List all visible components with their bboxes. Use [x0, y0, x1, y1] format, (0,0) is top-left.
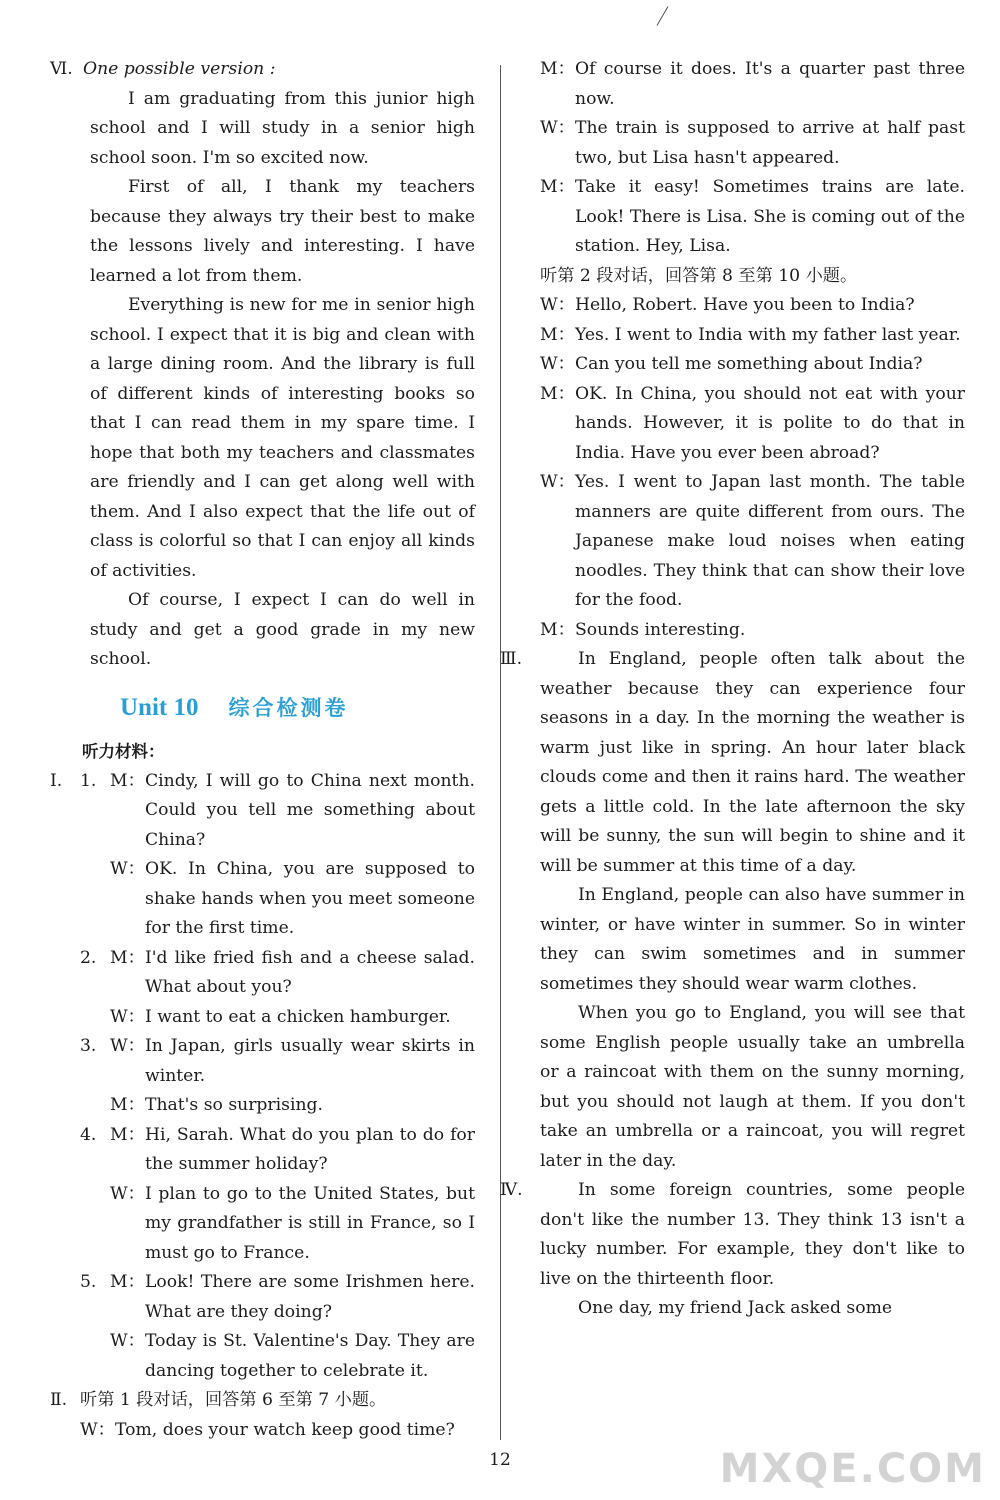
section-ii-label: Ⅱ.	[50, 1390, 68, 1410]
dialog-line: Look! There are some Irishmen here. What are they doing?	[145, 1272, 475, 1322]
section-vi-version: One possible version :	[83, 59, 276, 79]
speaker: W：	[110, 1036, 145, 1056]
list-item	[80, 1268, 475, 1386]
unit-heading	[120, 693, 475, 724]
corner-mark	[657, 6, 669, 26]
right-column	[500, 55, 965, 1324]
speaker: M：	[110, 1124, 145, 1145]
speaker: M：	[540, 59, 575, 79]
speaker: W：	[110, 1006, 145, 1027]
essay-paragraph: First of all, I thank my teachers because they always try their best to make the lessons lively and interesting. I have learned a lot from them.	[90, 177, 475, 286]
dialog-line: Hello, Robert. Have you been to India?	[575, 295, 915, 315]
dialog-line: Sounds interesting.	[575, 619, 746, 640]
section-ii-heading	[50, 1386, 475, 1416]
dialog-row	[540, 291, 965, 321]
dialog-row	[50, 1416, 475, 1446]
dialog-line: The train is supposed to arrive at half past two, but Lisa hasn't appeared.	[575, 118, 965, 168]
section-i-label: Ⅰ.	[50, 770, 63, 791]
section-iii-label: Ⅲ.	[500, 649, 523, 669]
dialog-row	[540, 173, 965, 262]
section-vi-label: Ⅵ.	[50, 59, 73, 79]
speaker: W：	[540, 472, 575, 492]
section-iv-label: Ⅳ.	[500, 1180, 523, 1200]
essay-paragraph: Of course, I expect I can do well in study and get a good grade in my new school.	[90, 590, 475, 669]
speaker: W：	[80, 1419, 115, 1440]
dialog-line: Yes. I went to Japan last month. The table manners are quite different from ours. The Japanese make loud noises when eating noodles. They think that can show their love for the food.	[575, 472, 965, 610]
speaker: M：	[110, 947, 145, 968]
speaker: M：	[540, 324, 575, 345]
dialog-row	[540, 380, 965, 469]
section-iv	[500, 1176, 965, 1324]
list-item	[80, 1032, 475, 1121]
speaker: M：	[540, 383, 575, 404]
speaker: W：	[540, 354, 575, 374]
dialog-line: Cindy, I will go to China next month. Could you tell me something about China?	[145, 770, 475, 850]
speaker: M：	[110, 770, 145, 791]
essay-paragraph: Everything is new for me in senior high school. I expect that it is big and clean with a large dining room. And the library is full of different kinds of interesting books so that I can read them in my spare time. I hope that both my teachers and classmates are friendly and I can get along well with them. And I also expect that the life out of class is colorful so that I can enjoy all kinds of activities.	[90, 295, 475, 581]
speaker: M：	[540, 619, 575, 640]
dialog-row	[540, 616, 965, 646]
speaker: W：	[110, 1183, 145, 1204]
dialog-line: Can you tell me something about India?	[575, 354, 923, 374]
section-i	[50, 767, 475, 1387]
section-vi-heading	[50, 55, 475, 85]
left-column	[50, 55, 475, 1445]
essay-paragraph: I am graduating from this junior high school and I will study in a senior high school soon. I'm so excited now.	[90, 88, 475, 168]
passage-paragraph: One day, my friend Jack asked some	[578, 1298, 893, 1318]
dialog-row	[540, 350, 965, 380]
list-item	[80, 944, 475, 1033]
watermark: MXQE.COM	[719, 1446, 986, 1492]
speaker: W：	[540, 118, 575, 138]
speaker: M：	[110, 1095, 145, 1115]
speaker: W：	[110, 859, 145, 879]
speaker: W：	[540, 295, 575, 315]
essay	[50, 85, 475, 675]
passage-paragraph: In some foreign countries, some people don't like the number 13. They think 13 isn't a lucky number. For example, they don't like to live on the thirteenth floor.	[540, 1180, 965, 1289]
dialog-line: In Japan, girls usually wear skirts in winter.	[145, 1036, 475, 1086]
speaker: M：	[540, 177, 575, 197]
item-number: 3.	[80, 1036, 97, 1056]
dialog-line: Yes. I went to India with my father last year.	[575, 324, 961, 345]
dialog-row	[540, 468, 965, 616]
dialog-line: Hi, Sarah. What do you plan to do for the summer holiday?	[145, 1124, 475, 1174]
dialog-line: That's so surprising.	[145, 1095, 324, 1115]
section-iii	[500, 645, 965, 1176]
passage-paragraph: In England, people often talk about the weather because they can experience four seasons in a day. In the morning the weather is warm just like in spring. An hour later black clouds come and then it rains hard. The weather gets a little cold. In the late afternoon the sky will be sunny, the sun will begin to shine and it will be summer at this time of a day.	[540, 649, 965, 876]
list-item	[80, 1121, 475, 1269]
dialog-line: I'd like fried fish and a cheese salad. What about you?	[145, 947, 475, 997]
unit-title: Unit 10	[120, 693, 199, 721]
dialog-line: Of course it does. It's a quarter past three now.	[575, 59, 965, 109]
unit-subtitle: 综合检测卷	[228, 695, 349, 720]
speaker: M：	[110, 1272, 145, 1292]
passage-paragraph: When you go to England, you will see that some English people usually take an umbrella or a raincoat with them on the sunny morning, but you should not laugh at them. If you don't take an umbrella or a raincoat, you will regret later in the day.	[540, 1003, 965, 1171]
page-number: 12	[489, 1450, 511, 1470]
item-number: 4.	[80, 1124, 97, 1145]
dialog-row	[540, 55, 965, 114]
listening-label: 听力材料：	[82, 742, 165, 761]
section-ii-intro: 听第 1 段对话，回答第 6 至第 7 小题。	[80, 1390, 387, 1410]
dialog-row	[540, 114, 965, 173]
item-number: 5.	[80, 1272, 97, 1292]
dialog-line: I want to eat a chicken hamburger.	[145, 1006, 451, 1027]
dialog-line: Tom, does your watch keep good time?	[115, 1419, 455, 1440]
list-item	[80, 767, 475, 944]
passage-paragraph: In England, people can also have summer in winter, or have winter in summer. So in winter they can swim sometimes and in summer sometimes they should wear warm clothes.	[540, 885, 965, 994]
dialog-line: OK. In China, you should not eat with your hands. However, it is polite to do that in India. Have you ever been abroad?	[575, 383, 965, 463]
dialog-line: I plan to go to the United States, but my grandfather is still in France, so I must go to France.	[145, 1183, 475, 1263]
item-number: 1.	[80, 770, 97, 791]
dialog-row	[540, 321, 965, 351]
dialog-line: OK. In China, you are supposed to shake hands when you meet someone for the first time.	[145, 859, 475, 938]
dialog-line: Take it easy! Sometimes trains are late. Look! There is Lisa. She is coming out of the station. Hey, Lisa.	[575, 177, 965, 256]
dialog-2-intro: 听第 2 段对话，回答第 8 至第 10 小题。	[540, 265, 858, 286]
speaker: W：	[110, 1331, 145, 1351]
dialog-line: Today is St. Valentine's Day. They are dancing together to celebrate it.	[145, 1331, 475, 1381]
item-number: 2.	[80, 947, 97, 968]
section-i-items	[80, 767, 475, 1387]
